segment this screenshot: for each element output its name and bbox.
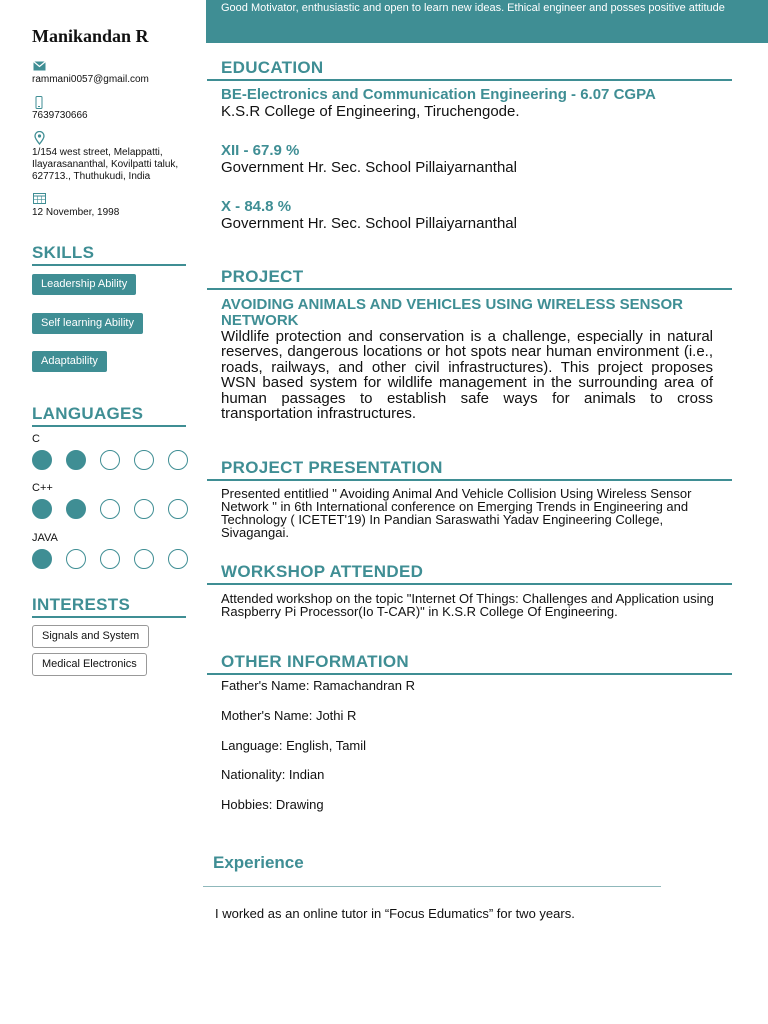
rating-dot-empty (168, 499, 188, 519)
location-pin-icon (32, 131, 46, 145)
presentation-text: Presented entitlied " Avoiding Animal And Vehicle Collision Using Wireless Sensor Network " in 6th International conference on Emerging Trends in Engineering and Technology ( ICETET'19) In Pandian Saraswathi Yadav Engineering College, Sivagangai. (221, 486, 692, 540)
education-title: XII - 67.9 % (221, 142, 300, 159)
address-text: 1/154 west street, Melappatti, Ilayarasananthal, Kovilpatti taluk, 627713., Thuthukudi, India (32, 147, 179, 182)
info-line: Language: English, Tamil (221, 738, 367, 753)
rating-dot-empty (100, 450, 120, 470)
rating-dot-empty (66, 549, 86, 569)
interest-tag: Medical Electronics (32, 653, 147, 676)
rating-dot-empty (134, 450, 154, 470)
skills-heading: SKILLS (32, 243, 186, 266)
rating-dot-filled (32, 549, 52, 569)
calendar-icon (32, 191, 46, 205)
education-institution: Government Hr. Sec. School Pillaiyarnanthal (221, 215, 517, 232)
education-institution: Government Hr. Sec. School Pillaiyarnanthal (221, 159, 517, 176)
objective-banner: Good Motivator, enthusiastic and open to learn new ideas. Ethical engineer and posses positive attitude (206, 0, 768, 43)
rating-dot-empty (168, 450, 188, 470)
languages-heading: LANGUAGES (32, 404, 186, 427)
envelope-icon (32, 59, 46, 73)
project-title: AVOIDING ANIMALS AND VEHICLES USING WIRELESS SENSOR NETWORK (221, 296, 683, 329)
interest-tag: Signals and System (32, 625, 149, 648)
education-institution: K.S.R College of Engineering, Tiruchengode. (221, 103, 520, 120)
project-heading: PROJECT (207, 267, 732, 290)
info-line: Mother's Name: Jothi R (221, 708, 357, 723)
rating-dot-empty (100, 549, 120, 569)
experience-text: I worked as an online tutor in “Focus Edumatics” for two years. (215, 906, 575, 921)
language-label: JAVA (32, 532, 58, 544)
workshop-text: Attended workshop on the topic "Internet Of Things: Challenges and Application using Raspberry Pi Processor(Io T-CAR)" in K.S.R College Of Engineering. (221, 591, 714, 619)
rating-dot-empty (134, 499, 154, 519)
rating-dot-filled (32, 450, 52, 470)
language-label: C (32, 433, 40, 445)
info-line: Father's Name: Ramachandran R (221, 678, 415, 693)
project-description: Wildlife protection and conservation is a challenge, especially in natural reserves, dangerous locations or hot spots near human environment (i.e., roads, railways, and other civil infrastructures). This project proposes WSN based system for wildlife management in the surrounding area of human passages to establish safe ways for animals to cross transportation infrastructures. (221, 328, 713, 423)
language-label: C++ (32, 482, 53, 494)
rating-dot-filled (32, 499, 52, 519)
rating-dot-empty (100, 499, 120, 519)
language-rating (32, 549, 188, 569)
dob-text: 12 November, 1998 (32, 207, 120, 218)
rating-dot-empty (134, 549, 154, 569)
email-text: rammani0057@gmail.com (32, 74, 149, 85)
skill-badge: Self learning Ability (32, 313, 143, 334)
rating-dot-filled (66, 450, 86, 470)
language-rating (32, 450, 188, 470)
skill-badge: Leadership Ability (32, 274, 136, 295)
skill-badge: Adaptability (32, 351, 107, 372)
education-title: X - 84.8 % (221, 198, 292, 215)
workshop-heading: WORKSHOP ATTENDED (207, 562, 732, 585)
info-line: Nationality: Indian (221, 767, 325, 782)
interests-heading: INTERESTS (32, 595, 186, 618)
info-line: Hobbies: Drawing (221, 797, 324, 812)
phone-text: 7639730666 (32, 110, 88, 121)
presentation-heading: PROJECT PRESENTATION (207, 458, 732, 481)
candidate-name: Manikandan R (32, 26, 149, 46)
experience-heading: Experience (213, 853, 304, 872)
rating-dot-filled (66, 499, 86, 519)
language-rating (32, 499, 188, 519)
phone-icon (32, 95, 46, 109)
rating-dot-empty (168, 549, 188, 569)
education-title: BE-Electronics and Communication Engineering - 6.07 CGPA (221, 86, 656, 103)
divider (203, 886, 661, 887)
other-info-heading: OTHER INFORMATION (207, 652, 732, 675)
education-heading: EDUCATION (207, 58, 732, 81)
